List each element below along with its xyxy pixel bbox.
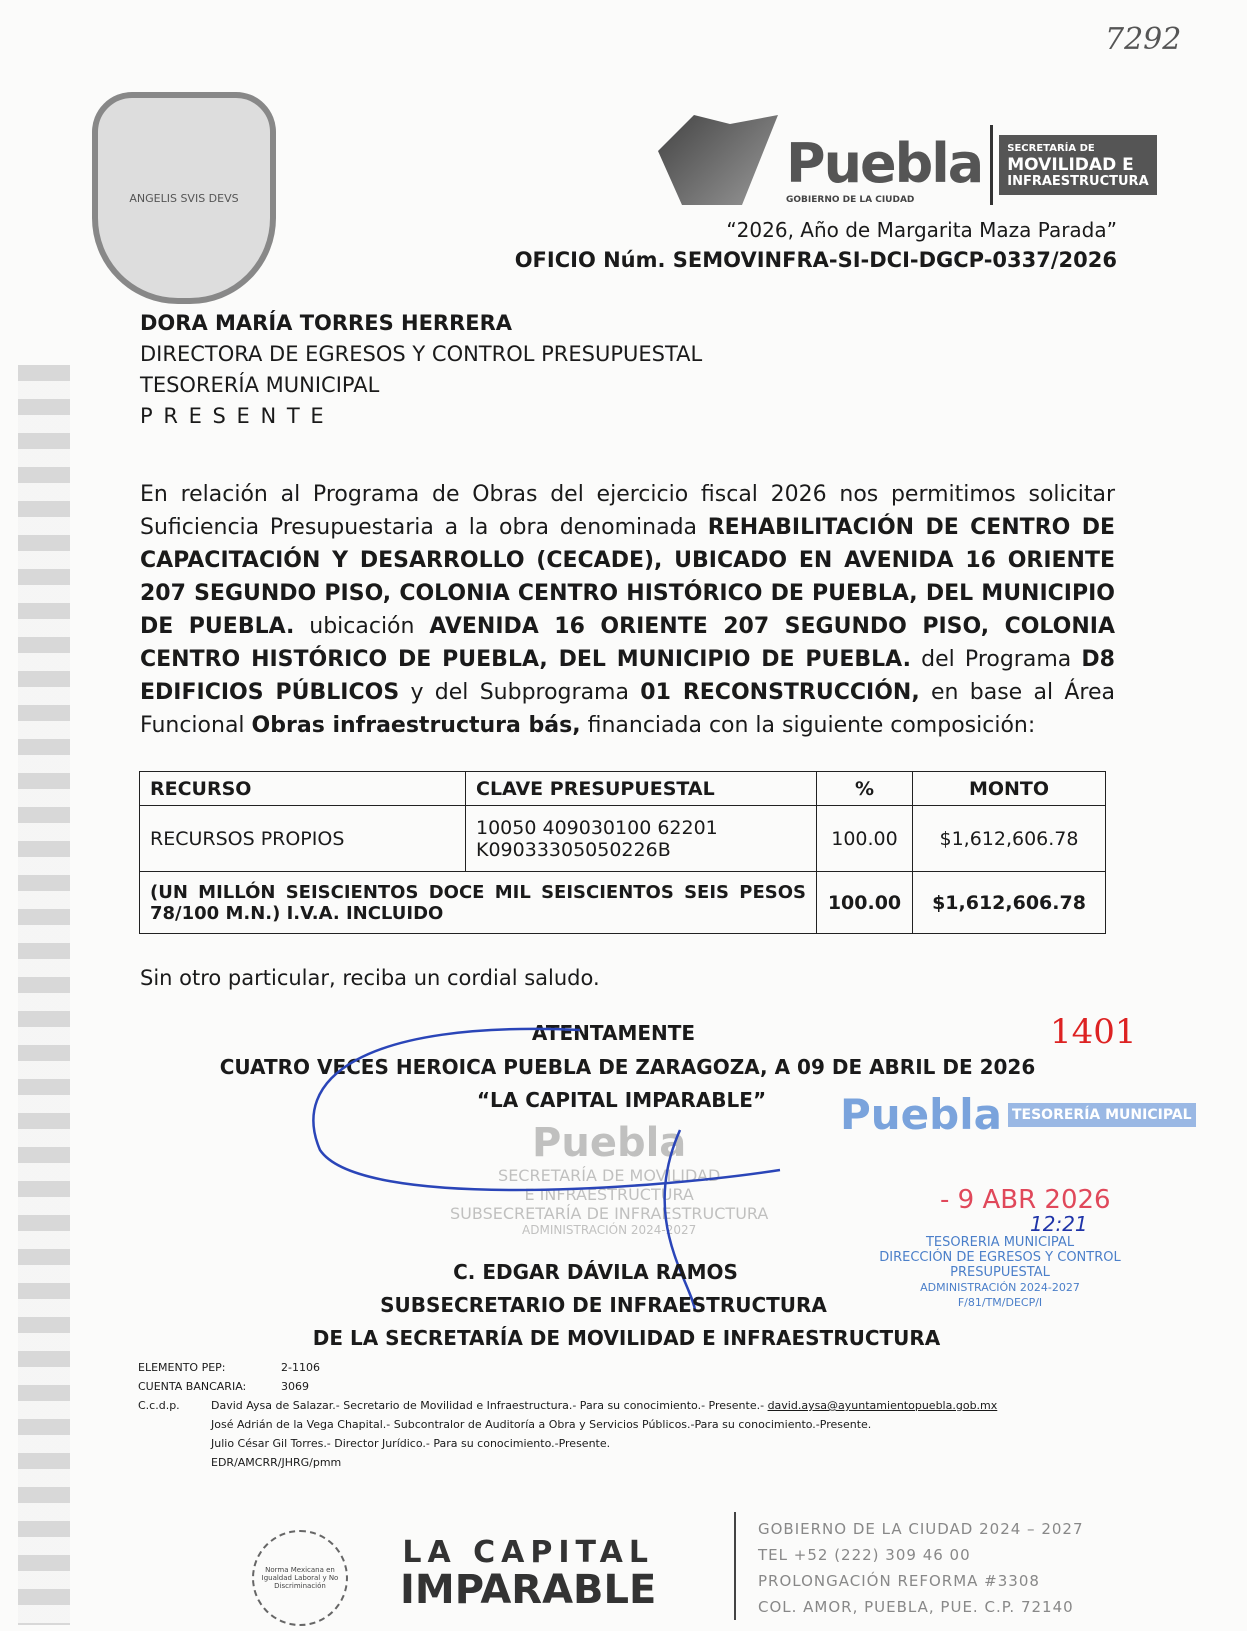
subprogram: 01 RECONSTRUCCIÓN,	[640, 680, 920, 705]
text-segment: INFRAESTRUCTURA	[1007, 174, 1149, 189]
text-segment: CUENTA BANCARIA:	[138, 1380, 247, 1393]
presente: P R E S E N T E	[140, 404, 326, 428]
atentamente: ATENTAMENTE	[531, 1021, 696, 1045]
text-segment: Puebla	[532, 1120, 687, 1166]
text-segment: financiada con la siguiente composición:	[580, 713, 1036, 738]
text-segment: DIRECCIÓN DE EGRESOS Y CONTROL	[879, 1250, 1121, 1265]
email-link[interactable]: david.aysa@ayuntamientopuebla.gob.mx	[767, 1399, 998, 1412]
col-header: CLAVE PRESUPUESTAL	[466, 772, 817, 806]
recipient-block	[140, 308, 702, 432]
closing: Sin otro particular, reciba un cordial saludo.	[140, 966, 600, 990]
body-paragraph	[140, 478, 1115, 742]
slogan: “LA CAPITAL IMPARABLE”	[476, 1088, 767, 1112]
equality-badge	[252, 1530, 348, 1626]
handwritten-number: 7292	[1105, 22, 1182, 57]
text-segment: MOVILIDAD E	[1007, 155, 1134, 175]
capital-imparable-logo	[400, 1535, 657, 1613]
text-segment: David Aysa de Salazar.- Secretario de Movilidad e Infraestructura.- Para su conocimiento.- Presente.-	[211, 1399, 768, 1412]
received-time: 12:21	[1030, 1212, 1088, 1236]
text-segment	[990, 125, 1156, 205]
functional-area: Obras infraestructura bás,	[251, 713, 581, 738]
text-segment: Norma Mexicana en Igualdad Laboral y No Discriminación	[261, 1566, 339, 1590]
text-segment	[734, 1512, 736, 1620]
location: AVENIDA 16 ORIENTE 207 SEGUNDO PISO, COLONIA CENTRO HISTÓRICO DE PUEBLA, DEL MUNICIPIO DE PUEBLA.	[140, 614, 1115, 672]
text-segment: SECRETARÍA DE MOVILIDAD	[498, 1166, 721, 1185]
text-segment: y del Subprograma	[399, 680, 641, 705]
text-segment: LA CAPITAL	[402, 1535, 654, 1570]
text-segment: IMPARABLE	[400, 1567, 657, 1613]
recipient-name: DORA MARÍA TORRES HERRERA	[140, 311, 513, 335]
text-segment	[138, 1377, 997, 1396]
received-date: - 9 ABR 2026	[940, 1185, 1111, 1215]
decorative-border	[18, 365, 70, 1625]
motto: “2026, Año de Margarita Maza Parada”	[726, 218, 1117, 242]
city-seal	[92, 92, 276, 304]
text-segment: En relación al Programa de Obras del ejercicio fiscal 2026 nos permitimos solicitar Suficiencia Presupuestaria a la obra denominada	[140, 482, 1115, 540]
treasury-stamp-logo	[840, 1090, 1196, 1139]
text-segment: $1,612,606.78	[913, 872, 1106, 934]
text-segment: Julio César Gil Torres.- Director Jurídico.- Para su conocimiento.-Presente.	[211, 1437, 611, 1450]
text-segment: COL. AMOR, PUEBLA, PUE. C.P. 72140	[758, 1598, 1074, 1616]
text-segment: en base al Área Funcional	[140, 680, 1116, 738]
text-segment: ADMINISTRACIÓN 2024-2027	[920, 1281, 1080, 1294]
text-segment	[466, 806, 817, 872]
text-segment: $1,612,606.78	[913, 806, 1106, 872]
text-segment	[140, 772, 1106, 806]
text-segment: ADMINISTRACIÓN 2024-2027	[522, 1223, 697, 1237]
logo-sub: GOBIERNO DE LA CIUDAD	[786, 195, 915, 205]
logo-word: Puebla	[786, 132, 983, 195]
table-total-row	[140, 872, 1106, 934]
text-segment: E INFRAESTRUCTURA	[524, 1185, 694, 1204]
text-segment: José Adrián de la Vega Chapital.- Subcontralor de Auditoría a Obra y Servicios Públicos.-Para su conocimiento.-Presente.	[211, 1418, 872, 1431]
col-header: %	[817, 772, 913, 806]
text-segment: 10050 409030100 62201	[476, 816, 718, 839]
text-segment: 100.00	[817, 872, 913, 934]
col-header: RECURSO	[140, 772, 466, 806]
text-segment: EDR/AMCRR/JHRG/pmm	[211, 1456, 342, 1469]
oficio-number: OFICIO Núm. SEMOVINFRA-SI-DCI-DGCP-0337/2026	[514, 248, 1117, 272]
text-segment	[138, 1396, 997, 1415]
text-segment: ELEMENTO PEP:	[138, 1361, 226, 1374]
signer-department: DE LA SECRETARÍA DE MOVILIDAD E INFRAESTRUCTURA	[312, 1326, 941, 1350]
col-header: MONTO	[913, 772, 1106, 806]
text-segment: ubicación	[294, 614, 430, 639]
footer-address	[758, 1516, 1084, 1620]
text-segment: 3069	[281, 1380, 309, 1393]
table-row	[140, 806, 1106, 872]
text-segment: SUBSECRETARÍA DE INFRAESTRUCTURA	[450, 1204, 769, 1223]
text-segment	[138, 1358, 997, 1377]
recipient-title: DIRECTORA DE EGRESOS Y CONTROL PRESUPUESTAL	[140, 342, 703, 366]
text-segment: 2-1106	[281, 1361, 320, 1374]
project-name: REHABILITACIÓN DE CENTRO DE CAPACITACIÓN Y DESARROLLO (CECADE), UBICADO EN AVENIDA 16 ORIENTE 207 SEGUNDO PISO, COLONIA CENTRO HISTÓRICO DE PUEBLA, DEL MUNICIPIO DE PUEBLA.	[140, 515, 1115, 639]
folio-number: 1401	[1050, 1012, 1137, 1052]
text-segment: SECRETARÍA DE	[1007, 143, 1095, 154]
text-segment	[140, 772, 1106, 934]
recipient-office: TESORERÍA MUNICIPAL	[140, 373, 380, 397]
references-block	[138, 1358, 997, 1472]
program: D8 EDIFICIOS PÚBLICOS	[140, 647, 1115, 705]
text-segment: Puebla	[840, 1090, 1002, 1139]
text-segment: del Programa	[910, 647, 1082, 672]
logo-graphic	[658, 115, 778, 205]
text-segment	[786, 132, 982, 205]
text-segment: F/81/TM/DECP/I	[957, 1296, 1043, 1309]
text-segment: PRESUPUESTAL	[950, 1265, 1050, 1280]
dept-box	[999, 135, 1156, 195]
place-date: CUATRO VECES HEROICA PUEBLA DE ZARAGOZA, A 09 DE ABRIL DE 2026	[219, 1055, 1036, 1079]
text-segment: TESORERIA MUNICIPAL	[925, 1235, 1075, 1250]
text-segment: K09033305050226B	[476, 838, 671, 861]
text-segment: TEL +52 (222) 309 46 00	[758, 1546, 971, 1564]
text-segment: TESORERÍA MUNICIPAL	[1008, 1103, 1196, 1127]
seal-text: ANGELIS SVIS DEVS	[129, 191, 239, 205]
signer-title: SUBSECRETARIO DE INFRAESTRUCTURA	[380, 1293, 827, 1317]
text-segment: 100.00	[817, 806, 913, 872]
text-segment: PROLONGACIÓN REFORMA #3308	[758, 1572, 1040, 1590]
text-segment: (UN MILLÓN SEISCIENTOS DOCE MIL SEISCIENTOS SEIS PESOS 78/100 M.N.) I.V.A. INCLUIDO	[140, 872, 817, 934]
budget-table	[139, 771, 1106, 934]
puebla-logo	[658, 115, 1157, 205]
text-segment: C.c.d.p.	[138, 1399, 180, 1412]
text-segment: RECURSOS PROPIOS	[140, 806, 466, 872]
text-segment: GOBIERNO DE LA CIUDAD 2024 – 2027	[758, 1520, 1084, 1538]
signer-name: C. EDGAR DÁVILA RAMOS	[453, 1260, 738, 1284]
